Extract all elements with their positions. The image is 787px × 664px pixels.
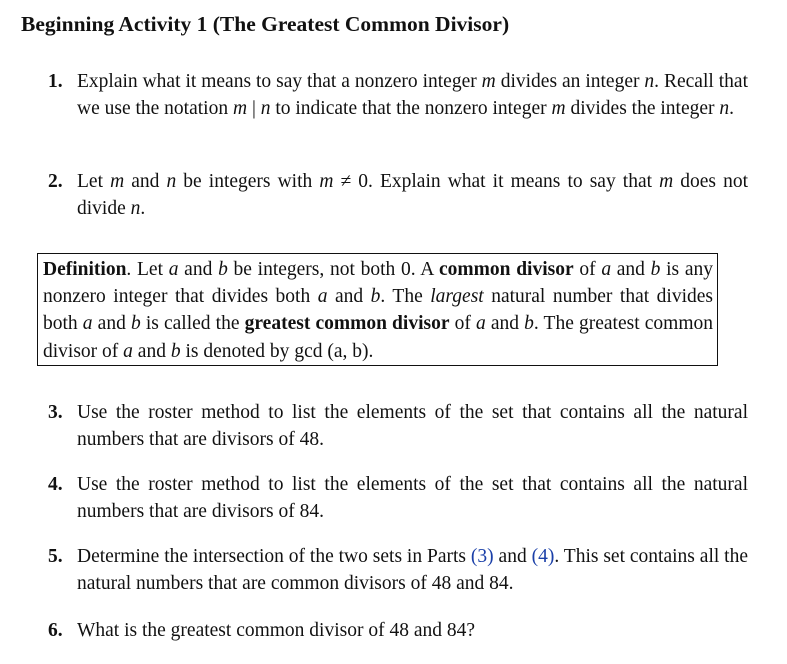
item-text: Use the roster method to list the elements of the set that contains all the natural numbers that are divisors of 84. xyxy=(77,474,748,522)
activity-title xyxy=(21,12,509,37)
part-3-link[interactable]: (3) xyxy=(470,546,494,567)
item-number: 3. xyxy=(48,402,63,423)
item-number: 1. xyxy=(48,71,63,92)
list-item-3 xyxy=(48,399,748,453)
item-number: 5. xyxy=(48,546,63,567)
activity-title-main: Beginning Activity 1 xyxy=(21,12,208,36)
item-text: What is the greatest common divisor of 48 and 84? xyxy=(77,620,476,641)
part-4-link[interactable]: (4) xyxy=(531,546,555,567)
term-greatest-common-divisor: greatest common divisor xyxy=(244,313,450,335)
list-item-6 xyxy=(48,617,748,644)
term-common-divisor: common divisor xyxy=(438,259,574,280)
definition-label: Definition xyxy=(43,259,127,280)
list-item-2 xyxy=(48,168,748,222)
item-text: Let m and n be integers with m ≠ 0. Explain what it means to say that m does not divide n. xyxy=(77,171,748,219)
item-text: Explain what it means to say that a nonzero integer m divides an integer n. Recall that we use the notation m | n to indicate that the nonzero integer m divides the integer n. xyxy=(77,71,748,119)
item-number: 4. xyxy=(48,474,63,495)
gcd-notation: gcd (a, b) xyxy=(294,340,369,362)
definition-box: Definition. Let a and b be integers, not both 0. A common divisor of a and b is any nonzero integer that divides both a and b. The largest natural number that divides both a and b is called the greatest common divisor of a and b. The greatest common divisor of a and b is denoted by gcd (a, b). xyxy=(37,253,718,366)
list-item-5 xyxy=(48,543,748,597)
list-item-4 xyxy=(48,471,748,525)
item-text: Determine the intersection of the two sets in Parts (3) and (4). This set contains all the natural numbers that are common divisors of 48 and 84. xyxy=(77,546,748,594)
item-number: 2. xyxy=(48,171,63,192)
item-text: Use the roster method to list the elements of the set that contains all the natural numbers that are divisors of 48. xyxy=(77,402,748,450)
list-item-1 xyxy=(48,68,748,122)
item-number: 6. xyxy=(48,620,63,641)
activity-title-subtitle: (The Greatest Common Divisor) xyxy=(212,12,510,36)
emphasis-largest: largest xyxy=(430,286,484,308)
